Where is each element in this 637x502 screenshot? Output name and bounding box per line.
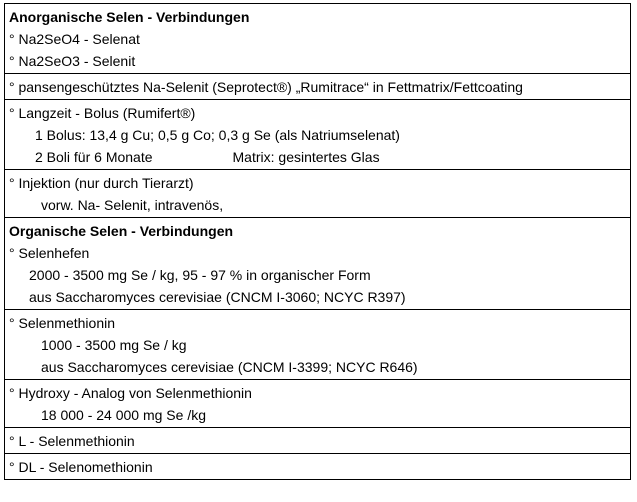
- yeast-detail-source: aus Saccharomyces cerevisiae (CNCM I-3060; NCYC R397): [29, 289, 406, 305]
- list-item-l-selenmethionin: ° L - Selenmethionin: [9, 433, 135, 449]
- yeast-detail-content: 2000 - 3500 mg Se / kg, 95 - 97 % in organischer Form: [29, 267, 371, 283]
- injection-heading: ° Injektion (nur durch Tierarzt): [9, 175, 194, 191]
- inorganic-heading: Anorganische Selen - Verbindungen: [9, 9, 250, 25]
- bolus-matrix-text: Matrix: gesintertes Glas: [232, 149, 380, 165]
- hydroxy-heading: ° Hydroxy - Analog von Selenmethionin: [9, 385, 252, 401]
- hydroxy-detail: 18 000 - 24 000 mg Se /kg: [41, 407, 206, 423]
- bolus-heading: ° Langzeit - Bolus (Rumifert®): [9, 105, 196, 121]
- organic-cell: [5, 218, 630, 310]
- hydroxy-cell: [5, 380, 630, 428]
- list-item-rumen-protected: ° pansengeschütztes Na-Selenit (Seprotect®) „Rumitrace“ in Fettmatrix/Fettcoating: [9, 79, 523, 95]
- injection-detail: vorw. Na- Selenit, intravenös,: [41, 197, 224, 213]
- list-item-selenat: ° Na2SeO4 - Selenat: [9, 31, 140, 47]
- l-selenomethionine-cell: [5, 428, 630, 454]
- list-item-selenit: ° Na2SeO3 - Selenit: [9, 53, 136, 69]
- injection-cell: [5, 170, 630, 218]
- inorganic-cell: [5, 4, 630, 74]
- selenomethionine-detail-content: 1000 - 3500 mg Se / kg: [41, 337, 187, 353]
- selenium-compounds-table: [4, 3, 631, 480]
- bolus-detail-composition: 1 Bolus: 13,4 g Cu; 0,5 g Co; 0,3 g Se (als Natriumselenat): [35, 127, 400, 143]
- yeast-heading: ° Selenhefen: [9, 245, 90, 261]
- selenomethionine-heading: ° Selenmethionin: [9, 315, 115, 331]
- selenomethionine-detail-source: aus Saccharomyces cerevisiae (CNCM I-3399; NCYC R646): [41, 359, 418, 375]
- bolus-duration-text: 2 Boli für 6 Monate: [35, 149, 153, 165]
- bolus-detail-duration: [9, 146, 626, 168]
- organic-heading: Organische Selen - Verbindungen: [9, 223, 234, 239]
- rumen-protected-cell: [5, 74, 630, 100]
- selenomethionine-cell: [5, 310, 630, 380]
- bolus-cell: [5, 100, 630, 170]
- list-item-dl-selenomethionin: ° DL - Selenomethionin: [9, 459, 153, 475]
- dl-selenomethionine-cell: [5, 454, 630, 479]
